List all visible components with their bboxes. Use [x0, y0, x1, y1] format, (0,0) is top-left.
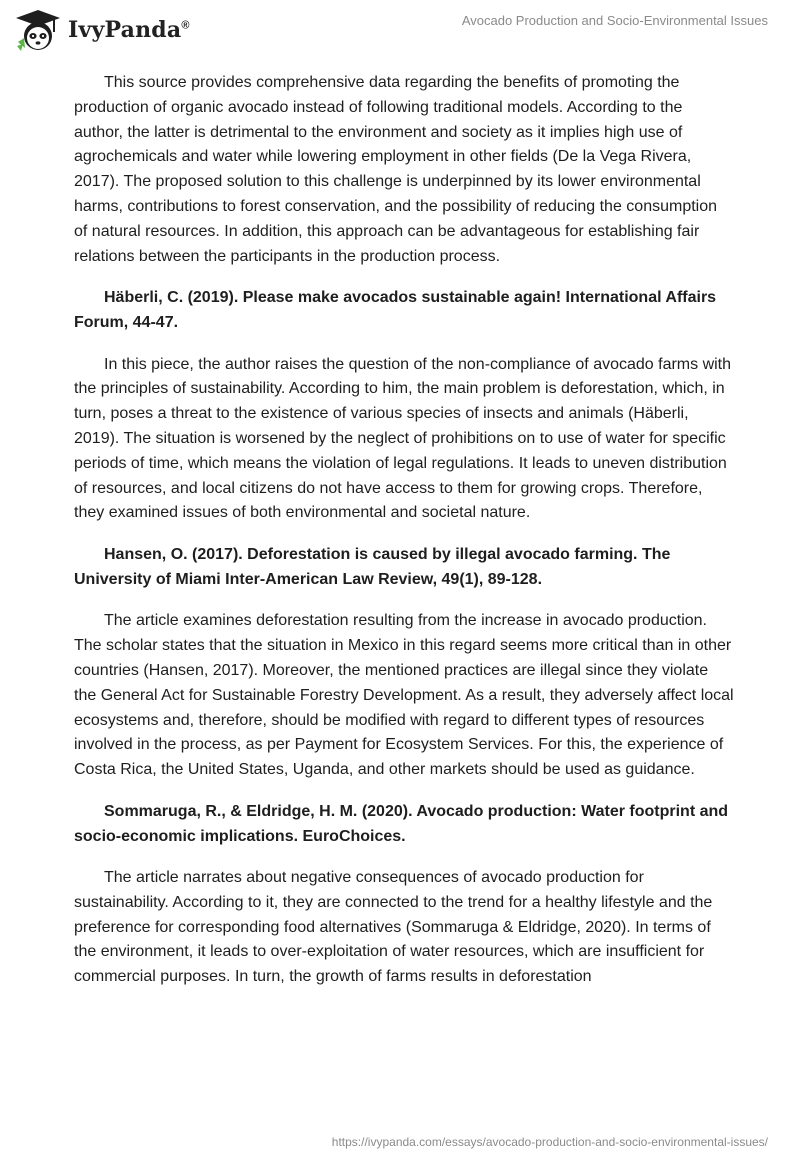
panda-graduate-icon — [14, 8, 62, 52]
page-header — [0, 0, 800, 60]
reference-entry: Sommaruga, R., & Eldridge, H. M. (2020). Avocado production: Water footprint and socio-economic implications. EuroChoices. — [74, 802, 729, 845]
reference-entry: Häberli, C. (2019). Please make avocados sustainable again! International Affairs Forum, 44-47. — [74, 289, 717, 331]
body-paragraph: This source provides comprehensive data regarding the benefits of promoting the production of organic avocado instead of following traditional models. According to the author, the latter is detrimental to the environment and society as it implies high use of agrochemicals and water while lowering employment in other fields (De la Vega Rivera, 2017). The proposed solution to this challenge is underpinned by its lower environmental harms, contributions to forest conservation, and the possibility of reducing the consumption of natural resources. In addition, this approach can be advantageous for establishing fair relations between the participants in the production process. — [74, 74, 718, 265]
footer-url[interactable]: https://ivypanda.com/essays/avocado-production-and-socio-environmental-issues/ — [331, 1135, 768, 1149]
body-paragraph: The article examines deforestation resulting from the increase in avocado production. The scholar states that the situation in Mexico in this regard seems more critical than in other countries (Hansen, 2017). Moreover, the mentioned practices are illegal since they violate the General Act for Sustainable Forestry Development. As a result, they adversely affect local ecosystems and, therefore, should be modified with regard to different types of resources involved in the process, as per Payment for Ecosystem Services. For this, the experience of Costa Rica, the United States, Uganda, and other markets should be used as guidance. — [74, 612, 734, 779]
body-paragraph: The article narrates about negative consequences of avocado production for sustainability. According to it, they are connected to the trend for a healthy lifestyle and the preference for corresponding food alternatives (Sommaruga & Eldridge, 2020). In terms of the environment, it leads to over-exploitation of water resources, which are insufficient for commercial purposes. In turn, the growth of farms results in deforestation — [74, 869, 713, 986]
brand-logo[interactable] — [14, 8, 190, 52]
brand-name: IvyPanda® — [68, 17, 190, 43]
reference-entry: Hansen, O. (2017). Deforestation is caused by illegal avocado farming. The University of Miami Inter-American Law Review, 49(1), 89-128. — [74, 545, 671, 588]
document-title: Avocado Production and Socio-Environmental Issues — [461, 13, 768, 28]
body-paragraph: In this piece, the author raises the question of the non-compliance of avocado farms with the principles of sustainability. According to him, the main problem is deforestation, which, in turn, poses a threat to the existence of various species of insects and animals (Häberli, 2019). The situation is worsened by the neglect of prohibitions on to use of water for specific periods of time, which means the violation of legal regulations. It leads to uneven distribution of resources, and local citizens do not have access to them for growing crops. Therefore, they examined issues of both environmental and societal nature. — [74, 355, 732, 522]
essay-body — [74, 71, 734, 1007]
